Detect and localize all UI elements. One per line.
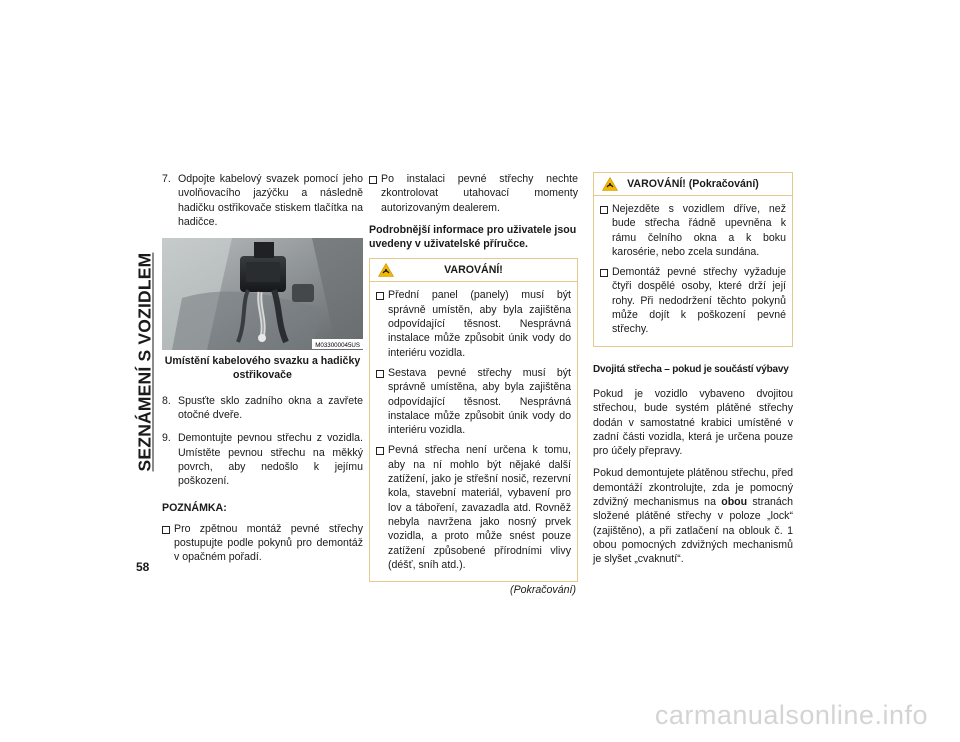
more-info-text: Podrobnější informace pro uživatele jsou uvedeny v uživatelské příručce.	[369, 223, 577, 251]
checkbox-bullet-icon	[600, 202, 612, 259]
warning-triangle-icon	[378, 263, 394, 277]
warning-box-continued	[593, 172, 793, 347]
side-title-text: SEZNÁMENÍ S VOZIDLEM	[134, 252, 155, 472]
image-caption: Umístění kabelového svazku a hadičky ostřikovače	[164, 355, 361, 382]
column-2	[369, 172, 578, 597]
harness-photo	[162, 238, 363, 350]
step-number: 8.	[162, 394, 171, 407]
warning-body	[594, 196, 792, 346]
note-bullet: Pro zpětnou montáž pevné střechy postupujte podle pokynů pro demontáž v opačném pořadí.	[162, 522, 363, 565]
warning-header	[370, 259, 577, 282]
page-number: 58	[136, 560, 150, 574]
continued-label: (Pokračování)	[510, 584, 576, 597]
warning-title: VAROVÁNÍ! (Pokračování)	[627, 178, 759, 190]
step-7	[162, 172, 363, 229]
warning-item: Demontáž pevné střechy vyžaduje čtyři dospělé osoby, které drží její rohy. Při nedodržení těchto pokynů může dojít k poškození pevné střechy.	[600, 265, 786, 336]
side-section-title	[130, 172, 160, 552]
step-9	[162, 431, 363, 488]
paragraph: Pokud je vozidlo vybaveno dvojitou střechou, bude systém plátěné střechy dodán v samostatné krabici umístěné v zadní části vozidla, která je určena pouze pro účely přepravy.	[593, 387, 793, 458]
warning-box	[369, 258, 578, 582]
checkbox-bullet-icon	[376, 366, 388, 437]
checkbox-bullet-icon	[376, 443, 388, 572]
step-8	[162, 394, 363, 423]
note-heading: POZNÁMKA:	[162, 501, 227, 514]
image-code: M033000045US	[315, 342, 360, 350]
column-3	[593, 172, 793, 575]
warning-item: Nejezděte s vozidlem dříve, než bude střecha řádně upevněna k rámu čelního okna a k boku karosérie, nebo zcela sundána.	[600, 202, 786, 259]
step-number: 9.	[162, 432, 171, 445]
warning-item: Přední panel (panely) musí být správně umístěn, aby byla zajištěna odpovídající těsnost. Nesprávná instalace může způsobit únik vody do interiéru vozidla.	[376, 288, 571, 359]
step-text: Odpojte kabelový svazek pomocí jeho uvolňovacího jazýčku a následně hadičku ostřikovače stiskem tlačítka na hadičce.	[178, 173, 363, 228]
watermark: carmanualsonline.info	[654, 700, 928, 730]
warning-body	[370, 282, 577, 581]
warning-title: VAROVÁNÍ!	[444, 264, 503, 277]
checkbox-bullet-icon	[376, 288, 388, 359]
step-text: Spusťte sklo zadního okna a zavřete otočné dveře.	[178, 394, 363, 422]
warning-triangle-icon	[602, 177, 618, 191]
warning-header	[594, 173, 792, 196]
checkbox-bullet-icon	[600, 265, 612, 336]
harness-photo-graphic	[162, 238, 363, 350]
step-number: 7.	[162, 173, 171, 185]
step-text: Demontujte pevnou střechu z vozidla. Umístěte pevnou střechu na měkký povrch, aby nedošlo k jejímu poškození.	[178, 432, 363, 488]
paragraph: Pokud demontujete plátěnou střechu, před demontáží zkontrolujte, zda je pomocný zdvižný mechanismus na obou stranách složené plátěné střechy v poloze „lock“ (zajištěno), a při zatlačení na oblouk č. 1 obou pomocných zdvižných mechanismů je slyšet „cvaknutí“.	[593, 467, 793, 566]
warning-item: Pevná střecha není určena k tomu, aby na ní mohlo být nějaké další zatížení, jako je střešní nosič, rezervní kola, stavební materiál, vybavení pro lov a táboření, zavazadla atd. Rovněž nebyla navržena jako nosný prvek vozidla, a proto může snést pouze zatížení způsobené přírodními vlivy (déšť, sníh atd.).	[376, 443, 571, 572]
warning-item: Sestava pevné střechy musí být správně umístěna, aby byla zajištěna odpovídající těsnost. Nesprávná instalace může způsobit únik vody do interiéru vozidla.	[376, 366, 571, 437]
checkbox-bullet-icon	[162, 522, 174, 565]
install-bullet: Po instalaci pevné střechy nechte zkontrolovat utahovací momenty autorizovaným dealerem.	[369, 172, 578, 215]
column-1	[162, 172, 363, 573]
section-heading: Dvojitá střecha – pokud je součástí výbavy	[593, 363, 789, 375]
checkbox-bullet-icon	[369, 172, 381, 215]
